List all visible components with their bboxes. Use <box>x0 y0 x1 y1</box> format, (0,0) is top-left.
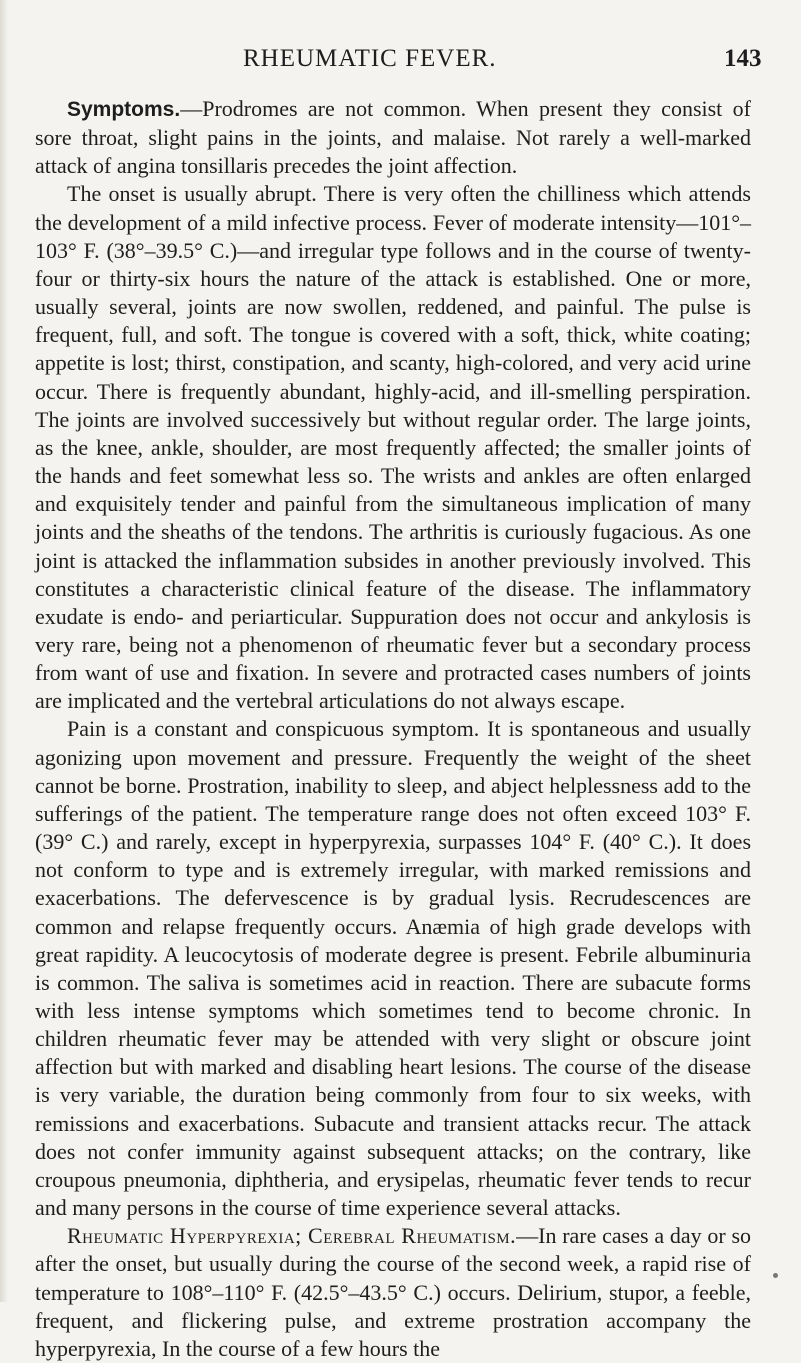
page-edge-shadow <box>0 0 8 1302</box>
paragraph-text: In rare cases a day or so after the onset, but usually during the course of the second week, a rapid rise of temperature to 108°–110° F. (42.5°–43.5° C.) occurs. Delirium, stupor, a feeble, frequent, and flickering pulse, and extreme prostration accompany the hyperpyrexia, In the course of a few hours the <box>35 1223 752 1361</box>
running-header <box>0 41 801 81</box>
hyperpyrexia-heading: Rheumatic Hyperpyrexia; Cerebral Rheumatism. <box>67 1223 517 1249</box>
heading-dash: — <box>180 96 203 121</box>
symptoms-heading: Symptoms. <box>67 98 181 121</box>
hyperpyrexia-paragraph <box>35 1222 751 1363</box>
onset-paragraph: The onset is usually abrupt. There is very often the chilliness which attends the development of a mild infective process. Fever of moderate intensity—101°–103° F. (38°–39.5° C.)—and irregular type follows and in the course of twenty-four or thirty-six hours the nature of the attack is established. One or more, usually several, joints are now swollen, reddened, and painful. The pulse is frequent, full, and soft. The tongue is covered with a soft, thick, white coating; appetite is lost; thirst, constipation, and scanty, high-colored, and very acid urine occur. There is frequently abundant, highly-acid, and ill-smelling perspiration. The joints are involved successively but without regular order. The large joints, as the knee, ankle, shoulder, are most frequently affected; the smaller joints of the hands and feet somewhat less so. The wrists and ankles are often enlarged and exquisitely tender and painful from the simultaneous implication of many joints and the sheaths of the tendons. The arthritis is curiously fugacious. As one joint is attacked the inflammation subsides in another previously involved. This constitutes a characteristic clinical feature of the disease. The inflammatory exudate is endo- and periarticular. Suppuration does not occur and ankylosis is very rare, being not a phenomenon of rheumatic fever but a secondary process from want of use and fixation. In severe and protracted cases numbers of joints are implicated and the vertebral articulations do not always escape. <box>35 181 751 714</box>
page-number: 143 <box>724 45 762 72</box>
heading-dash: — <box>516 1223 539 1249</box>
page-speck <box>773 1273 778 1278</box>
symptoms-paragraph <box>35 95 751 180</box>
pain-paragraph: Pain is a constant and conspicuous symptom. It is spontaneous and usually agonizing upon movement and pressure. Frequently the weight of the sheet cannot be borne. Prostration, inability to sleep, and abject helplessness add to the sufferings of the patient. The temperature range does not often exceed 103° F. (39° C.) and rarely, except in hyperpyrexia, surpasses 104° F. (40° C.). It does not conform to type and is extremely irregular, with marked remissions and exacerbations. The defervescence is by gradual lysis. Recrudescences are common and relapse frequently occurs. Anæmia of high grade develops with great rapidity. A leucocytosis of moderate degree is present. Febrile albuminuria is common. The saliva is sometimes acid in reaction. There are subacute forms with less intense symptoms which sometimes tend to become chronic. In children rheumatic fever may be attended with very slight or obscure joint affection but with marked and disabling heart lesions. The course of the disease is very variable, the duration being commonly from four to six weeks, with remissions and exacerbations. Subacute and transient attacks recur. The attack does not confer immunity against subsequent attacks; on the contrary, like croupous pneumonia, diphtheria, and erysipelas, rheumatic fever tends to recur and many persons in the course of time experience several attacks. <box>35 716 751 1221</box>
running-title: RHEUMATIC FEVER. <box>243 45 497 72</box>
body-text <box>35 95 751 1363</box>
paragraph-text: Prodromes are not common. When present they consist of sore throat, slight pains in the joints, and malaise. Not rarely a well-marked attack of angina tonsillaris precedes the joint affection. <box>35 96 751 179</box>
